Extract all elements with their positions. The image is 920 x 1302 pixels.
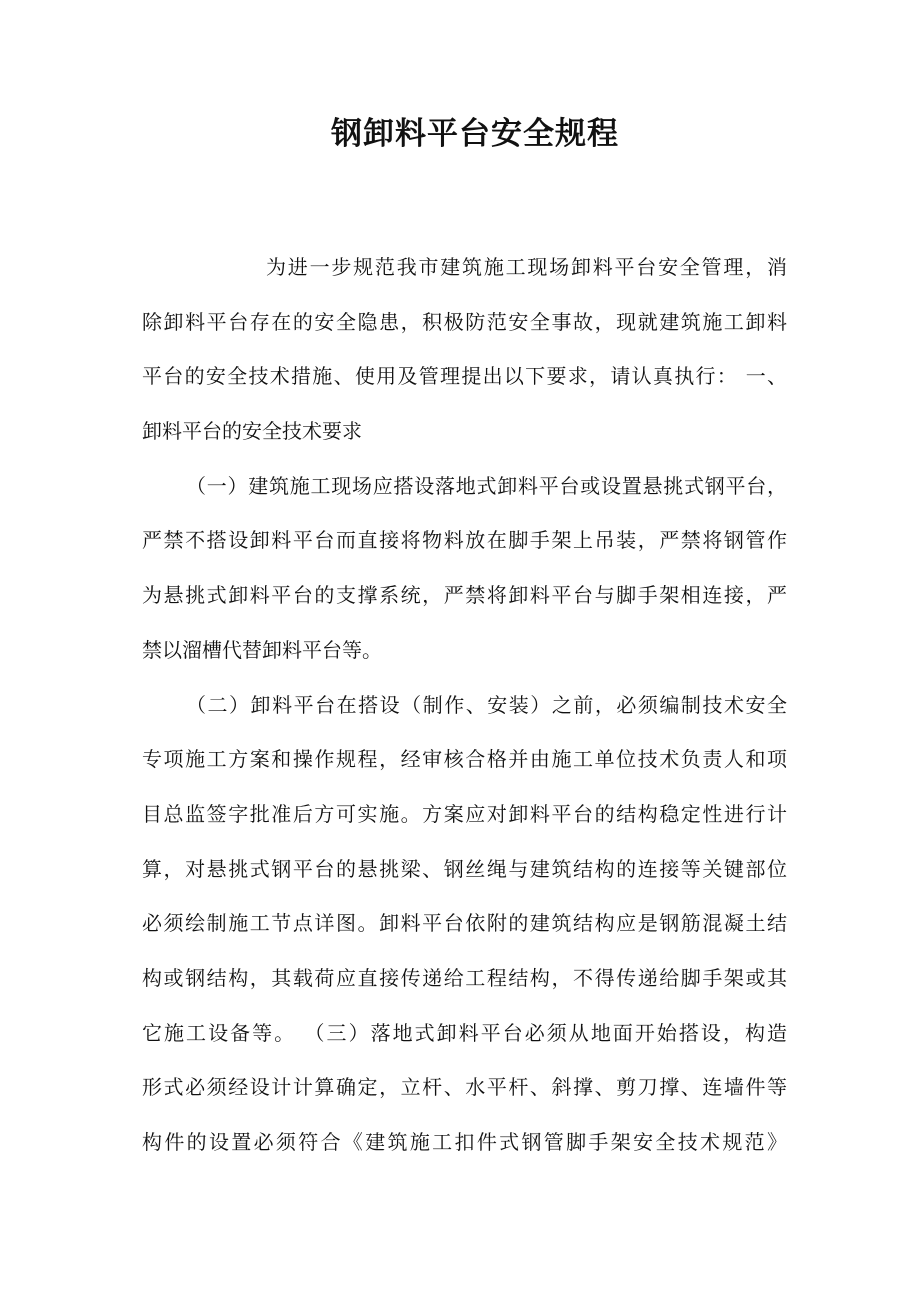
paragraph-line: 必须绘制施工节点详图。卸料平台依附的建筑结构应是钢筋混凝土结: [142, 911, 787, 936]
paragraph-line: 禁以溜槽代替卸料平台等。: [142, 637, 382, 662]
paragraph-line: 严禁不搭设卸料平台而直接将物料放在脚手架上吊装，严禁将钢管作: [142, 528, 787, 553]
paragraph-line: 构件的设置必须符合《建筑施工扣件式钢管脚手架安全技术规范》: [142, 1130, 787, 1154]
paragraph-line: 专项施工方案和操作规程，经审核合格并由施工单位技术负责人和项: [142, 747, 787, 772]
paragraph-line: 形式必须经设计计算确定，立杆、水平杆、斜撑、剪刀撑、连墙件等: [142, 1075, 787, 1100]
paragraph-line: 除卸料平台存在的安全隐患，积极防范安全事故，现就建筑施工卸料: [142, 309, 787, 334]
paragraph-line: 卸料平台的安全技术要求: [142, 419, 362, 444]
paragraph-line: （二）卸料平台在搭设（制作、安装）之前，必须编制技术安全: [186, 692, 787, 717]
paragraph-line: （一）建筑施工现场应搭设落地式卸料平台或设置悬挑式钢平台，: [186, 473, 787, 498]
paragraph-line: 为悬挑式卸料平台的支撑系统，严禁将卸料平台与脚手架相连接，严: [142, 583, 787, 608]
paragraph-line: 为进一步规范我市建筑施工现场卸料平台安全管理，消: [266, 255, 787, 279]
paragraph-line: 它施工设备等。 （三）落地式卸料平台必须从地面开始搭设，构造: [142, 1020, 787, 1045]
paragraph-line: 平台的安全技术措施、使用及管理提出以下要求，请认真执行： 一、: [142, 364, 787, 389]
document-body: [142, 240, 787, 1170]
document-title: 钢卸料平台安全规程: [331, 116, 619, 152]
paragraph-line: 算，对悬挑式钢平台的悬挑梁、钢丝绳与建筑结构的连接等关键部位: [142, 856, 787, 881]
paragraph-line: 目总监签字批准后方可实施。方案应对卸料平台的结构稳定性进行计: [142, 801, 787, 826]
paragraph-line: 构或钢结构，其载荷应直接传递给工程结构，不得传递给脚手架或其: [142, 965, 787, 990]
